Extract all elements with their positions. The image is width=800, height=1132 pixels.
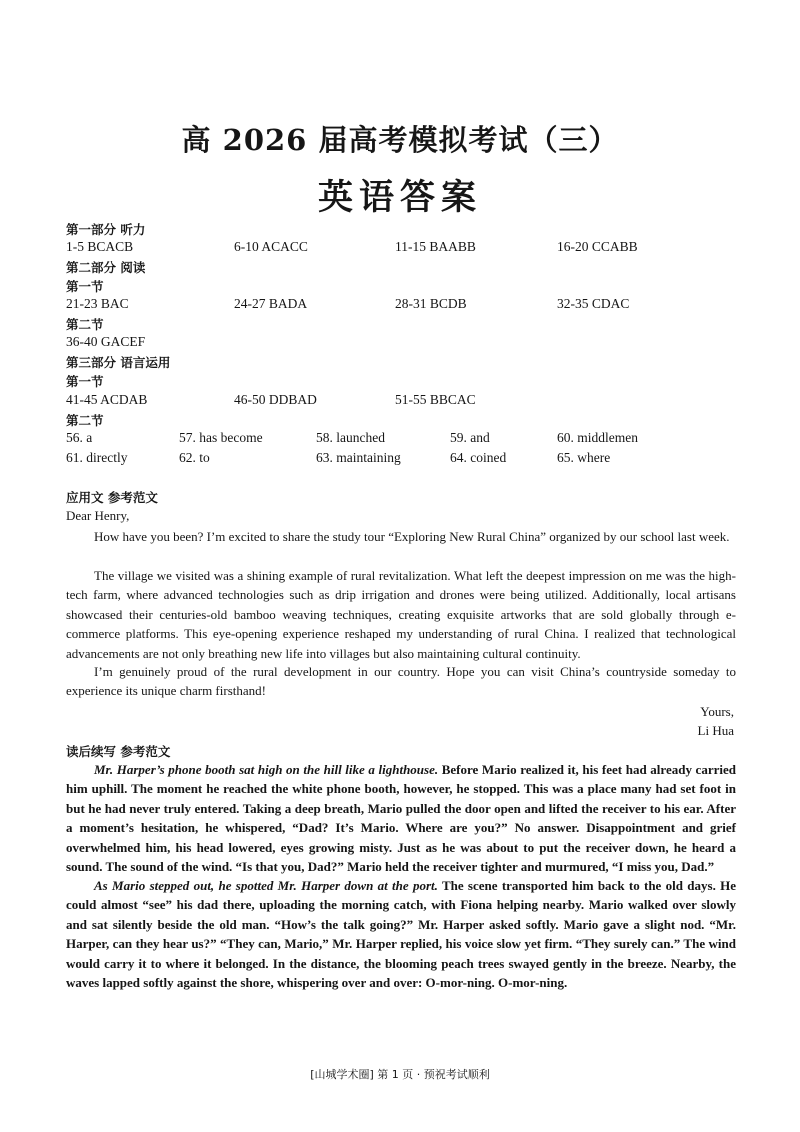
paragraph-text: The village we visited was a shining example of rural revitalization. What left the deepest impression on me was the high-tech farm, where advanced technologies such as drip irrigation and drones were being utilized. Additionally, local artisans showcased their centuries-old bamboo weaving techniques, creating exquisite artworks that are sold globally through e-commerce platforms. This eye-opening experience reshaped my understanding of rural China. I realized that technological advancements are not only breathing new life into villages but also maintaining cultural continuity. — [66, 568, 736, 661]
section-heading: 第二节 — [66, 413, 104, 428]
paragraph-text: I’m genuinely proud of the rural development in our country. Hope you can visit China’s countryside someday to experience its unique charm firsthand! — [66, 664, 736, 699]
fill-answer: 60. middlemen — [557, 430, 638, 445]
answer-group: 16-20 CCABB — [557, 239, 638, 254]
answer-group: 21-23 BAC — [66, 296, 129, 311]
answer-group: 36-40 GACEF — [66, 334, 146, 349]
section-heading: 第一节 — [66, 279, 104, 294]
answer-group: 28-31 BCDB — [395, 296, 467, 311]
fill-answer: 58. launched — [316, 430, 385, 445]
essay2-heading: 读后续写 参考范文 — [66, 744, 171, 759]
paragraph-text: Before Mario realized it, his feet had already carried him uphill. The moment he reached the white phone booth, however, he stopped. This was a place many had set foot in but he had never truly entered. Taking a deep breath, Mario pulled the door open and lifted the receiver to his ear. After a moment’s hesitation, he whispered, “Dad? It’s Mario. Where are you?” No answer. Disappointment and grief overwhelmed him, his head lowered, eyes growing misty. Just as he was about to put the receiver down, he heard a sound. The sound of the wind. “Is that you, Dad?” Mario held the receiver tighter and murmured, “I miss you, Dad.” — [66, 762, 736, 875]
paragraph-lead: Mr. Harper’s phone booth sat high on the hill like a lighthouse. — [94, 762, 439, 777]
fill-answer: 57. has become — [179, 430, 263, 445]
paragraph-lead: As Mario stepped out, he spotted Mr. Harper down at the port. — [94, 878, 438, 893]
essay1-paragraph — [66, 566, 736, 663]
fill-answer: 61. directly — [66, 450, 128, 465]
answer-group: 32-35 CDAC — [557, 296, 630, 311]
page-footer: [山城学术圈] 第 1 页 · 预祝考试顺利 — [310, 1068, 490, 1081]
essay2-paragraph — [66, 876, 736, 992]
letter-closing: Yours, — [700, 704, 734, 719]
fill-answer: 56. a — [66, 430, 93, 445]
essay2-paragraph — [66, 760, 736, 876]
essay1-paragraph — [66, 527, 736, 546]
answer-group: 46-50 DDBAD — [234, 392, 317, 407]
fill-answer: 59. and — [450, 430, 490, 445]
fill-answer: 64. coined — [450, 450, 507, 465]
fill-answer: 62. to — [179, 450, 210, 465]
section-heading: 第一节 — [66, 374, 104, 389]
fill-answer: 65. where — [557, 450, 611, 465]
letter-greeting: Dear Henry, — [66, 508, 130, 523]
answer-group: 41-45 ACDAB — [66, 392, 148, 407]
section-heading: 第二节 — [66, 317, 104, 332]
exam-title: 高 2026 届高考模拟考试（三） — [181, 123, 619, 157]
subject-title: 英语答案 — [317, 177, 482, 218]
part1-heading: 第一部分 听力 — [66, 222, 146, 237]
answer-group: 1-5 BCACB — [66, 239, 134, 254]
letter-signature: Li Hua — [697, 723, 734, 738]
essay1-paragraph — [66, 662, 736, 701]
answer-group: 24-27 BADA — [234, 296, 308, 311]
part3-heading: 第三部分 语言运用 — [66, 355, 171, 370]
answer-group: 51-55 BBCAC — [395, 392, 476, 407]
essay1-heading: 应用文 参考范文 — [66, 490, 158, 505]
answer-group: 6-10 ACACC — [234, 239, 308, 254]
paragraph-text: How have you been? I’m excited to share the study tour “Exploring New Rural China” organized by our school last week. — [94, 529, 730, 544]
answer-group: 11-15 BAABB — [395, 239, 476, 254]
paragraph-text: The scene transported him back to the old days. He could almost “see” his dad there, uploading the morning catch, with Fiona helping nearby. Mario walked over slowly and sat silently beside the old man. “How’s the talk going?” Mr. Harper asked softly. Mario gave a slight nod. “Mr. Harper, can they hear us?” “They can, Mario,” Mr. Harper replied, his voice slow yet firm. “They surely can.” The wind would carry it to where it belonged. In the distance, the blooming peach trees swayed gently in the breeze. Nearby, the waves lapped softly against the shore, whispering over and over: O-mor-ning. O-mor-ning. — [66, 878, 736, 991]
fill-answer: 63. maintaining — [316, 450, 401, 465]
part2-heading: 第二部分 阅读 — [66, 260, 146, 275]
